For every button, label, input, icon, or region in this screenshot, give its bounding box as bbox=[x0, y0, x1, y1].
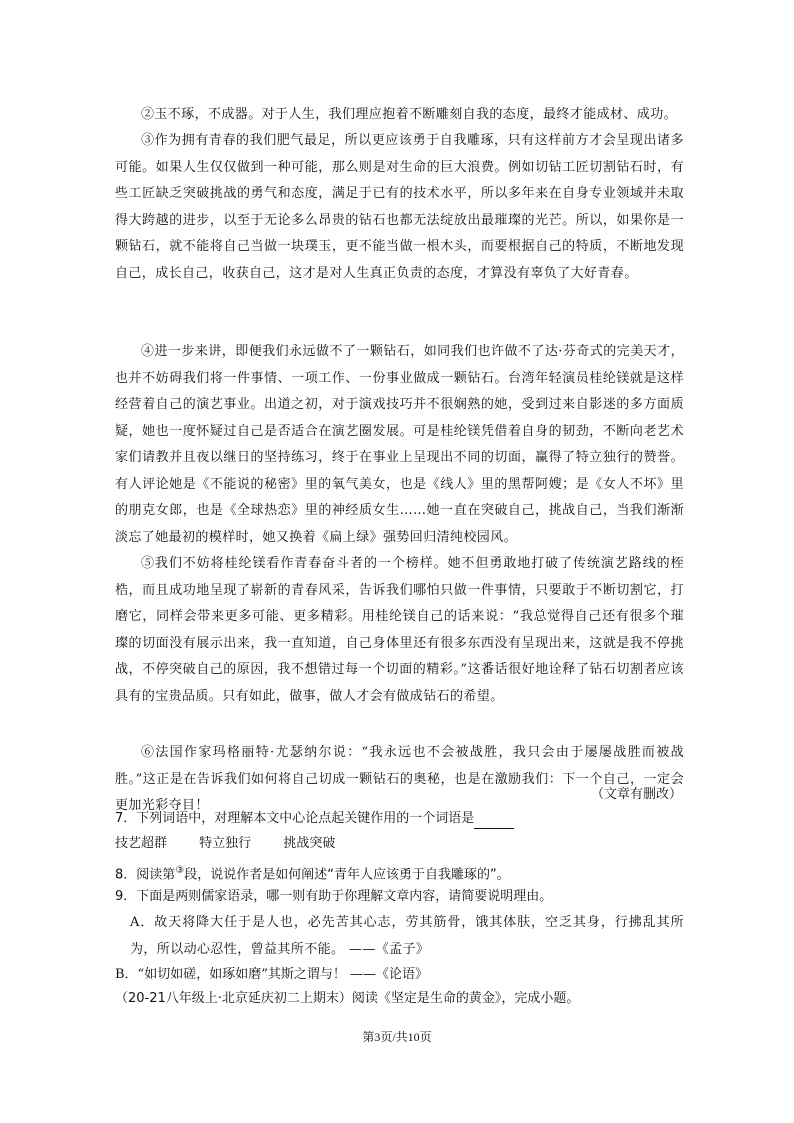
question-8-text-b: 段，说说作者是如何阐述“青年人应该勇于自我雕琢的”。 bbox=[184, 867, 510, 883]
question-7 bbox=[115, 809, 514, 829]
question-7-text: 7．下列词语中，对理解本文中心论点起关键作用的一个词语是 bbox=[115, 811, 475, 826]
revision-note: （文章有删改） bbox=[590, 787, 682, 802]
question-7-options bbox=[115, 834, 363, 854]
quote-a: A．故天将降大任于是人也，必先苦其心志，劳其筋骨，饿其体肤，空乏其身，行拂乱其所为，所以动心忍性，曾益其所不能。 ——《孟子》 bbox=[130, 915, 684, 957]
paragraph-4: ④进一步来讲，即便我们永远做不了一颗钻石，如同我们也许做不了达·芬奇式的完美天才，也并不妨碍我们将一件事情、一项工作、一份事业做成一颗钻石。台湾年轻演员桂纶镁就是这样经营着自己的演艺事业。出道之初，对于演戏技巧并不很娴熟的她，受到过来自影迷的多方面质疑，她也一度怀疑过自己是否适合在演艺圈发展。可是桂纶镁凭借着自身的韧劲，不断向老艺术家们请教并且夜以继日的坚持练习，终于在事业上呈现出不同的切面，赢得了特立独行的赞誉。有人评论她是《不能说的秘密》里的氧气美女，也是《线人》里的黑帮阿嫂；是《女人不坏》里的朋克女郎，也是《全球热恋》里的神经质女生……她一直在突破自己，挑战自己，当我们渐渐淡忘了她最初的模样时，她又换着《扁上绿》强势回归清纯校园风。 bbox=[115, 344, 684, 545]
paragraph-2: ②玉不琢，不成器。对于人生，我们理应抱着不断雕刻自我的态度，最终才能成材、成功。 bbox=[141, 107, 678, 122]
passage-source: （20-21八年级上·北京延庆初二上期末）阅读《坚定是生命的黄金》，完成小题。 bbox=[115, 991, 580, 1006]
paragraph-5: ⑤我们不妨将桂纶镁看作青春奋斗者的一个榜样。她不但勇敢地打破了传统演艺路线的桎梏，而且成功地呈现了崭新的青春风采，告诉我们哪怕只做一件事情，只要敢于不断切割它，打磨它，同样会带来更多可能、更多精彩。用桂纶镁自己的话来说：“我总觉得自己还有很多个璀璨的切面没有展示出来，我一直知道，自己身体里还有很多东西没有呈现出来，这就是我不停挑战，不停突破自己的原因，我不想错过每一个切面的精彩。”这番话很好地诠释了钻石切割者应该具有的宝贵品质。只有如此，做事，做人才会有做成钻石的希望。 bbox=[115, 556, 684, 704]
option-2: 特立独行 bbox=[199, 836, 252, 851]
question-9: 9．下面是两则儒家语录，哪一则有助于你理解文章内容，请简要说明理由。 bbox=[115, 889, 553, 904]
option-1: 技艺超群 bbox=[115, 836, 168, 851]
question-8 bbox=[115, 861, 510, 885]
quote-b: B．“如切如磋，如琢如磨”其斯之谓与！ ——《论语》 bbox=[115, 967, 428, 982]
option-3: 挑战突破 bbox=[283, 836, 336, 851]
answer-blank bbox=[474, 814, 514, 829]
paragraph-marker: ③ bbox=[175, 865, 185, 876]
paragraph-3: ③作为拥有青春的我们肥气最足，所以更应该勇于自我雕琢，只有这样前方才会呈现出诸多可能。如果人生仅仅做到一种可能，那么则是对生命的巨大浪费。例如切钻工匠切割钻石时，有些工匠缺乏突破挑战的勇气和态度，满足于已有的技术水平，所以多年来在自身专业领域并未取得大跨越的进步，以至于无论多么昂贵的钻石也都无法绽放出最璀璨的光芒。所以，如果你是一颗钻石，就不能将自己当做一块璞玉，更不能当做一根木头，而要根据自己的特质，不断地发现自己，成长自己，收获自己，这才是对人生真正负责的态度，才算没有辜负了大好青春。 bbox=[115, 133, 684, 281]
page-number: 第3页/共10页 bbox=[362, 1030, 432, 1044]
question-8-text-a: 8．阅读第 bbox=[115, 867, 176, 883]
paragraph-6: ⑥法国作家玛格丽特·尤瑟纳尔说：“我永远也不会被战胜，我只会由于屡屡战胜而被战胜。”这正是在告诉我们如何将自己切成一颗钻石的奥秘，也是在激励我们：下一个自己，一定会更加光彩夺目！ bbox=[115, 745, 684, 813]
